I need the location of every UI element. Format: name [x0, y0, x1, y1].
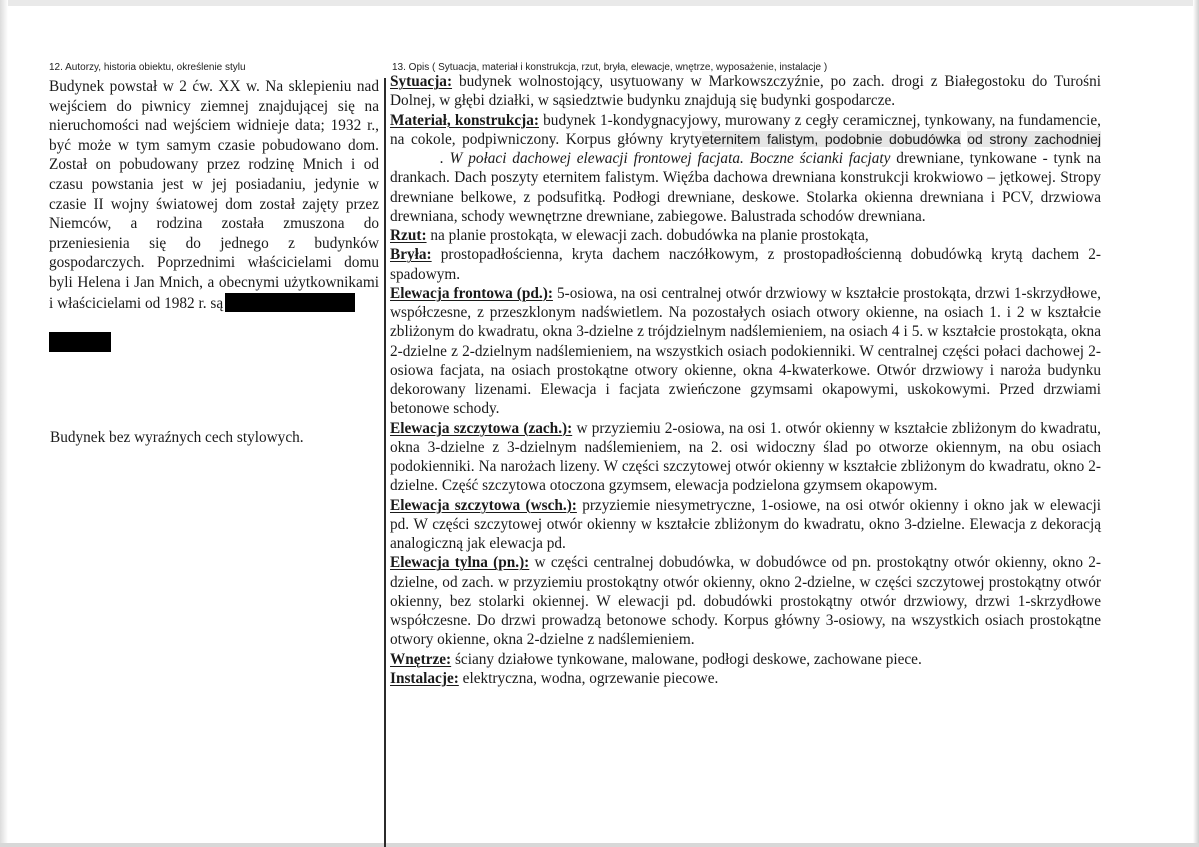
instalacje-paragraph [390, 669, 1101, 688]
style-note: Budynek bez wyraźnych cech stylowych. [50, 429, 304, 446]
elewacja-zach-text: w przyziemiu 2-osiowa, na osi 1. otwór okienny w kształcie zbliżonym do kwadratu, okna 3-dzielne z 3-dzielnym nadślemieniem, na 2. osi widoczny ślad po otworze okiennym, na obu osiach podokienniki. Na narożach lizeny. W części szczytowej otwór okienny w kształcie zbliżonym do kwadratu, okno 2-dzielne. Część szczytowa otoczona gzymsem, elewacja podzielona gzymsem okapowym. [390, 419, 1101, 495]
elewacja-wsch-label: Elewacja szczytowa (wsch.): [390, 496, 577, 514]
elewacja-frontowa-text: 5-osiowa, na osi centralnej otwór drzwiowy w kształcie prostokąta, drzwi 1-skrzydłowe, współczesne, z przeszklonym nadświetlem. Na pozostałych osiach otwory okienne, na osiach 1. i 2 w kształcie zbliżonym do kwadratu, okna 3-dzielne z trójdzielnym nadślemieniem, na osiach 4 i 5. w kształcie prostokąta, okna 2-dzielne z 2-dzielnym nadślemieniem, na wszystkich osiach podokienniki. W centralnej części połaci dachowej 2-osiowa facjata, na osiach prostokątne otwory okienne, okna 4-kwaterkowe. Otwór drzwiowy i naroża budynku dekorowany lizenami. Elewacja i facjata zwieńczone gzymsami okapowymi, uskokowymi. Przed drzwiami betonowe schody. [390, 284, 1101, 418]
column-divider [384, 78, 386, 847]
material-paragraph [390, 111, 1101, 227]
wnetrze-paragraph [390, 650, 1101, 669]
elewacja-frontowa-label: Elewacja frontowa (pd.): [390, 284, 553, 302]
material-highlight-2: od strony zachodniej [967, 130, 1102, 147]
elewacja-frontowa-paragraph [390, 284, 1101, 419]
instalacje-label: Instalacje: [390, 669, 459, 687]
redaction-bar [225, 293, 355, 312]
instalacje-text: elektryczna, wodna, ogrzewanie piecowe. [458, 669, 719, 687]
material-italic-text: . W połaci dachowej elewacji frontowej facjata. Boczne ścianki facjaty [440, 150, 891, 167]
scan-edge-top [0, 0, 1199, 6]
rzut-text: na planie prostokąta, w elewacji zach. dobudówka na planie prostokąta, [426, 227, 869, 244]
elewacja-tylna-text: w części centralnej dobudówka, w dobudówce od pn. prostokątny otwór okienny, okno 2-dzielne, od zach. w przyziemiu prostokątny otwór okienny, okno 2-dzielne, w części szczytowej prostokątny otwór okienny, bez stolarki okiennej. W elewacji pd. dobudówki prostokątny otwór drzwiowy, drzwi 1-skrzydłowe współczesne. Do drzwi prowadzą betonowe schody. Korpus główny 3-osiowy, na wszystkich osiach prostokątne otwory okienne, okna 2-dzielne z nadślemieniem. [390, 554, 1102, 649]
scan-edge-bottom [0, 843, 1199, 847]
wnetrze-label: Wnętrze: [390, 650, 452, 668]
history-section [49, 77, 379, 313]
elewacja-zach-paragraph [390, 419, 1101, 496]
scan-edge-right [1193, 0, 1199, 847]
description-section [390, 72, 1101, 688]
rzut-label: Rzut: [390, 227, 427, 244]
scan-edge-left [0, 0, 8, 847]
elewacja-wsch-text: przyziemie niesymetryczne, 1-osiowe, na osi otwór okienny i okno jak w elewacji pd. W części szczytowej otwór okienny w kształcie zbliżonym do kwadratu, okno 3-dzielne. Elewacja z dekoracją analogiczną jak elewacja pd. [390, 496, 1101, 552]
sytuacja-label: Sytuacja: [390, 73, 453, 90]
material-highlight-1: eternitem falistym, podobnie dobudówka [702, 130, 961, 147]
redaction-bar [49, 332, 111, 352]
wnetrze-text: ściany działowe tynkowane, malowane, podłogi deskowe, zachowane piece. [451, 650, 922, 668]
bryla-label: Bryła: [390, 246, 432, 264]
sytuacja-paragraph [390, 72, 1101, 111]
sytuacja-text: budynek wolnostojący, usytuowany w Markowszczyźnie, po zach. drogi z Białegostoku do Turośni Dolnej, w głębi działki, w sąsiedztwie budynku znajdują się budynki gospodarcze. [390, 73, 1101, 110]
material-text-a: budynek 1-kondygnacyjowy, murowany z cegły ceramicznej, tynkowany, na fundamencie, na cokole, podpiwniczony. Korpus główny kryty [390, 111, 1101, 148]
elewacja-tylna-paragraph [390, 553, 1101, 649]
rzut-paragraph [390, 226, 1101, 245]
material-label: Materiał, konstrukcja: [390, 111, 540, 129]
elewacja-zach-label: Elewacja szczytowa (zach.): [390, 419, 573, 437]
right-column-header: 13. Opis ( Sytuacja, materiał i konstrukcja, rzut, bryła, elewacje, wnętrze, wyposażenie, instalacje ) [392, 62, 828, 73]
left-column-header: 12. Autorzy, historia obiektu, określenie stylu [49, 62, 246, 73]
material-text-b: drewniane, tynkowane - tynk na drankach. Dach poszyty eternitem falistym. Więźba dachowa drewniana konstrukcji krokwiowo – jętkowej. Stropy drewniane belkowe, z podsufitką. Podłogi drewniane, deskowe. Stolarka okienna drewniana i PCV, drzwiowa drewniana, schody wewnętrzne drewniane, zabiegowe. Balustrada schodów drewniana. [390, 150, 1101, 225]
history-paragraph [49, 77, 379, 313]
bryla-text: prostopadłościenna, kryta dachem naczółkowym, z prostopadłościenną dobudówką krytą dachem 2-spadowym. [390, 246, 1101, 283]
bryla-paragraph [390, 245, 1101, 284]
elewacja-tylna-label: Elewacja tylna (pn.): [390, 554, 530, 572]
elewacja-wsch-paragraph [390, 496, 1101, 554]
history-text: Budynek powstał w 2 ćw. XX w. Na sklepieniu nad wejściem do piwnicy ziemnej znajdującej się na nieruchomości nad wejściem widnieje data; 1932 r., być może w tym samym czasie pobudowano dom. Został on pobudowany przez rodzinę Mnich i od czasu powstania jest w jej posiadaniu, jedynie w czasie II wojny światowej dom został zajęty przez Niemców, a rodzina została zmuszona do przeniesienia się do jednego z budynków gospodarczych. Poprzednimi właścicielami domu byli Helena i Jan Mnich, a obecnymi użytkownikami i właścicielami od 1982 r. są [49, 78, 379, 312]
